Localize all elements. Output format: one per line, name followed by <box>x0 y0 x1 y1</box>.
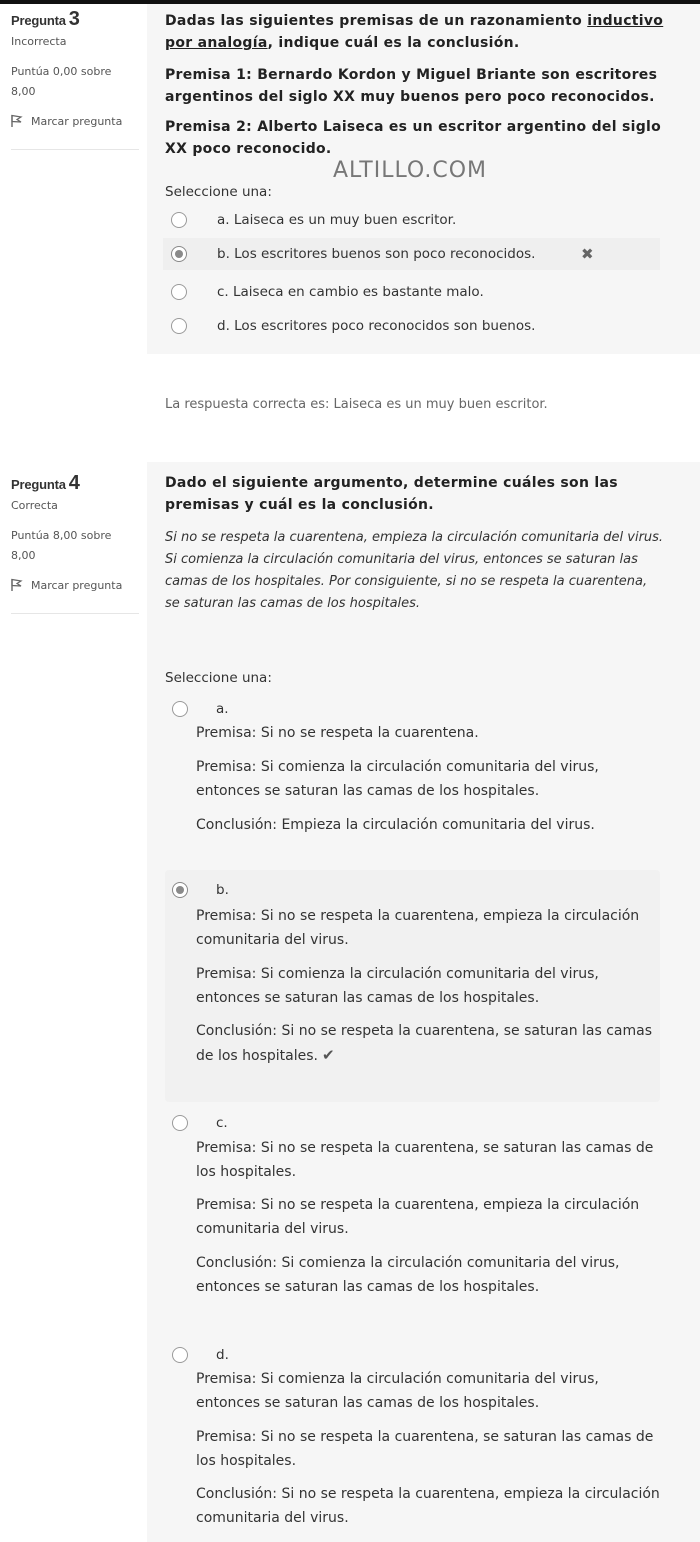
option-premise-1: Premisa: Si no se respeta la cuarentena. <box>196 725 479 741</box>
question-4-info <box>11 472 139 614</box>
select-prompt: Seleccione una: <box>165 184 272 200</box>
question-state: Incorrecta <box>11 35 67 48</box>
argument-text: Si no se respeta la cuarentena, empieza la circulación comunitaria del virus. Si comienza la circulación comunitaria del virus, entonces se saturan las camas de los hospitales. Por consiguiente, si no se respeta la cuarentena, se saturan las camas de los hospitales. <box>165 530 664 611</box>
flag-label: Marcar pregunta <box>31 578 123 592</box>
question-text <box>165 10 665 54</box>
question-label: Pregunta <box>11 13 66 28</box>
flag-icon <box>11 114 23 128</box>
option-conclusion-text: Conclusión: Si no se respeta la cuarentena, se saturan las camas de los hospitales. <box>196 1023 653 1064</box>
option-conclusion: Conclusión: Si no se respeta la cuarentena, empieza la circulación comunitaria del virus. <box>196 1486 660 1526</box>
radio-button-selected[interactable] <box>172 882 188 898</box>
radio-button[interactable] <box>172 701 188 717</box>
question-number-value: 3 <box>68 8 80 30</box>
correct-check-icon: ✔ <box>321 1046 335 1064</box>
select-prompt: Seleccione una: <box>165 670 272 686</box>
premise-1: Premisa 1: Bernardo Kordon y Miguel Briante son escritores argentinos del siglo XX muy buenos pero poco reconocidos. <box>165 67 658 105</box>
answer-label: a. Laiseca es un muy buen escritor. <box>217 212 457 228</box>
option-premise-1: Premisa: Si comienza la circulación comunitaria del virus, entonces se saturan las camas de los hospitales. <box>196 1371 599 1411</box>
question-grade: Puntúa 8,00 sobre 8,00 <box>11 529 112 562</box>
question-label: Pregunta <box>11 477 66 492</box>
question-number <box>11 472 139 495</box>
option-premise-1: Premisa: Si no se respeta la cuarentena, se saturan las camas de los hospitales. <box>196 1140 654 1180</box>
option-conclusion <box>196 1019 666 1068</box>
answer-label: b. Los escritores buenos son poco reconocidos. <box>217 246 536 262</box>
question-state: Correcta <box>11 499 58 512</box>
question-grade: Puntúa 0,00 sobre 8,00 <box>11 65 112 98</box>
correct-answer-feedback: La respuesta correcta es: Laiseca es un muy buen escritor. <box>165 397 548 412</box>
question-number-value: 4 <box>68 472 80 494</box>
answer-label: d. Los escritores poco reconocidos son buenos. <box>217 318 536 334</box>
watermark: ALTILLO.COM <box>333 158 488 183</box>
question-text: Dado el siguiente argumento, determine cuáles son las premisas y cuál es la conclusión. <box>165 475 618 513</box>
question-text-underlined: inductivo por analogía <box>165 13 664 51</box>
answer-option-d[interactable] <box>165 310 660 342</box>
option-letter: c. <box>216 1115 228 1131</box>
radio-button[interactable] <box>171 284 187 300</box>
option-premise-1: Premisa: Si no se respeta la cuarentena, empieza la circulación comunitaria del virus. <box>196 908 640 948</box>
option-premise-2: Premisa: Si comienza la circulación comunitaria del virus, entonces se saturan las camas de los hospitales. <box>196 759 599 799</box>
option-premise-2: Premisa: Si no se respeta la cuarentena, empieza la circulación comunitaria del virus. <box>196 1197 640 1237</box>
question-text-part: Dadas las siguientes premisas de un razonamiento <box>165 13 588 29</box>
option-premise-2: Premisa: Si no se respeta la cuarentena, se saturan las camas de los hospitales. <box>196 1429 654 1469</box>
answer-option-a[interactable] <box>165 204 660 236</box>
radio-button-selected[interactable] <box>171 246 187 262</box>
option-letter: b. <box>216 882 229 898</box>
flag-icon <box>11 578 23 592</box>
incorrect-icon: ✖ <box>581 245 594 263</box>
radio-button[interactable] <box>172 1115 188 1131</box>
answer-option-c[interactable] <box>165 276 660 308</box>
premise-2: Premisa 2: Alberto Laiseca es un escritor argentino del siglo XX poco reconocido. <box>165 119 662 157</box>
radio-button[interactable] <box>172 1347 188 1363</box>
radio-button[interactable] <box>171 318 187 334</box>
answer-option-b[interactable] <box>163 238 660 270</box>
option-letter: a. <box>216 701 229 717</box>
radio-button[interactable] <box>171 212 187 228</box>
question-number <box>11 8 139 31</box>
option-letter: d. <box>216 1347 229 1363</box>
flag-label: Marcar pregunta <box>31 114 123 128</box>
option-premise-2: Premisa: Si comienza la circulación comunitaria del virus, entonces se saturan las camas de los hospitales. <box>196 966 599 1006</box>
answer-label: c. Laiseca en cambio es bastante malo. <box>217 284 484 300</box>
question-text-part: , indique cuál es la conclusión. <box>267 35 520 51</box>
question-3-info <box>11 8 139 150</box>
flag-question-link[interactable] <box>11 578 139 600</box>
flag-question-link[interactable] <box>11 114 139 136</box>
option-conclusion: Conclusión: Si comienza la circulación comunitaria del virus, entonces se saturan las camas de los hospitales. <box>196 1255 620 1295</box>
option-conclusion: Conclusión: Empieza la circulación comunitaria del virus. <box>196 817 595 833</box>
